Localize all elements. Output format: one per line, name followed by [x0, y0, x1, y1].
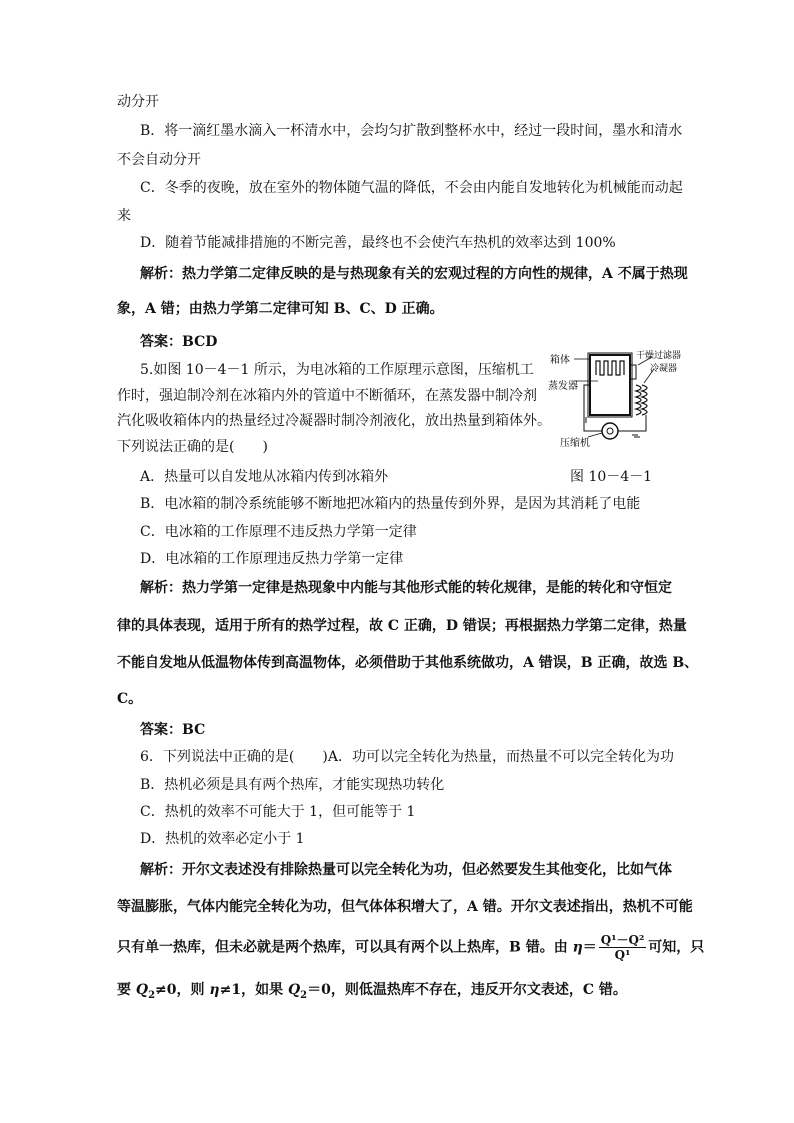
subscript: 2	[300, 989, 308, 1001]
text-line: 下列说法正确的是( )	[117, 439, 268, 455]
text-segment: ≠1，如果	[219, 982, 288, 998]
text-line: 不会自动分开	[117, 152, 201, 168]
answer-text: 答案：BCD	[140, 334, 218, 350]
analysis-text: 解析：热力学第二定律反映的是与热现象有关的宏观过程的方向性的规律，A 不属于热现	[140, 266, 688, 282]
q-symbol: Q	[287, 982, 301, 998]
option-c: C．冬季的夜晚，放在室外的物体随气温的降低，不会由内能自发地转化为机械能而动起	[140, 180, 683, 196]
text-segment: ＝0，则低温热库不存在，违反开尔文表述，C 错。	[307, 982, 627, 998]
option-b: B．热机必须是具有两个热库，才能实现热功转化	[140, 777, 445, 793]
label-evaporator: 蒸发器	[548, 381, 578, 392]
label-compressor: 压缩机	[560, 438, 590, 449]
label-condenser: 冷凝器	[650, 364, 678, 374]
option-c: C．电冰箱的工作原理不违反热力学第一定律	[140, 524, 417, 540]
text-line: 来	[117, 208, 131, 224]
question-6: 6．下列说法中正确的是( )A．功可以完全转化为热量，而热量不可以完全转化为功	[140, 749, 674, 765]
refrigerator-diagram-svg	[548, 345, 688, 450]
option-d: D．电冰箱的工作原理违反热力学第一定律	[140, 551, 404, 567]
text-segment: 可知，只	[648, 939, 705, 956]
option-d: D．随着节能减排措施的不断完善，最终也不会使汽车热机的效率达到 100%	[140, 235, 616, 251]
text-line: 动分开	[117, 94, 159, 110]
fraction-denominator: Q¹	[614, 948, 631, 962]
analysis-text: 解析：开尔文表述没有排除热量可以完全转化为功，但必然要发生其他变化，比如气体	[140, 862, 672, 878]
analysis-text-formula	[117, 980, 627, 1006]
label-box: 箱体	[550, 355, 570, 366]
analysis-text: 等温膨胀，气体内能完全转化为功，但气体体积增大了，A 错。开尔文表述指出，热机不可能	[117, 899, 693, 915]
answer-text: 答案：BC	[140, 722, 206, 738]
equals-sign: ＝	[582, 939, 597, 956]
text-segment: 只有单一热库，但未必就是两个热库，可以具有两个以上热库，B 错。由	[117, 939, 573, 956]
option-a: A．热量可以自发地从冰箱内传到冰箱外	[140, 469, 389, 485]
analysis-text: 解析：热力学第一定律是热现象中内能与其他形式能的转化规律，是能的转化和守恒定	[140, 580, 672, 596]
figure-caption: 图 10－4－1	[570, 469, 653, 485]
option-c: C．热机的效率不可能大于 1，但可能等于 1	[140, 804, 416, 820]
refrigerator-diagram	[548, 345, 688, 450]
eta-symbol: η	[572, 939, 583, 956]
label-filter: 干燥过滤器	[636, 351, 682, 361]
analysis-text-formula	[117, 933, 704, 962]
analysis-text: 不能自发地从低温物体传到高温物体，必须借助于其他系统做功，A 错误，B 正确，故选 B、	[117, 655, 699, 671]
subscript: 2	[148, 989, 156, 1001]
analysis-text: 象，A 错；由热力学第二定律可知 B、C、D 正确。	[117, 301, 444, 317]
question-5: 5.如图 10－4－1 所示，为电冰箱的工作原理示意图，压缩机工	[140, 362, 534, 378]
text-line: 作时，强迫制冷剂在冰箱内外的管道中不断循环，在蒸发器中制冷剂	[117, 388, 537, 404]
text-line: 汽化吸收箱体内的热量经过冷凝器时制冷剂液化，放出热量到箱体外。	[117, 413, 551, 429]
text-segment: ≠0，则	[155, 982, 210, 998]
option-b: B．电冰箱的制冷系统能够不断地把冰箱内的热量传到外界，是因为其消耗了电能	[140, 496, 641, 512]
text-segment: 要	[117, 982, 136, 998]
option-d: D．热机的效率必定小于 1	[140, 831, 305, 847]
q-symbol: Q	[135, 982, 149, 998]
efficiency-fraction	[599, 933, 646, 962]
fraction-numerator: Q¹－Q²	[600, 933, 645, 947]
analysis-text: 律的具体表现，适用于所有的热学过程，故 C 正确，D 错误；再根据热力学第二定律，热量	[117, 618, 687, 634]
option-b: B．将一滴红墨水滴入一杯清水中，会均匀扩散到整杯水中，经过一段时间，墨水和清水	[140, 123, 683, 139]
analysis-text: C。	[117, 691, 143, 707]
eta-symbol: η	[209, 982, 220, 998]
